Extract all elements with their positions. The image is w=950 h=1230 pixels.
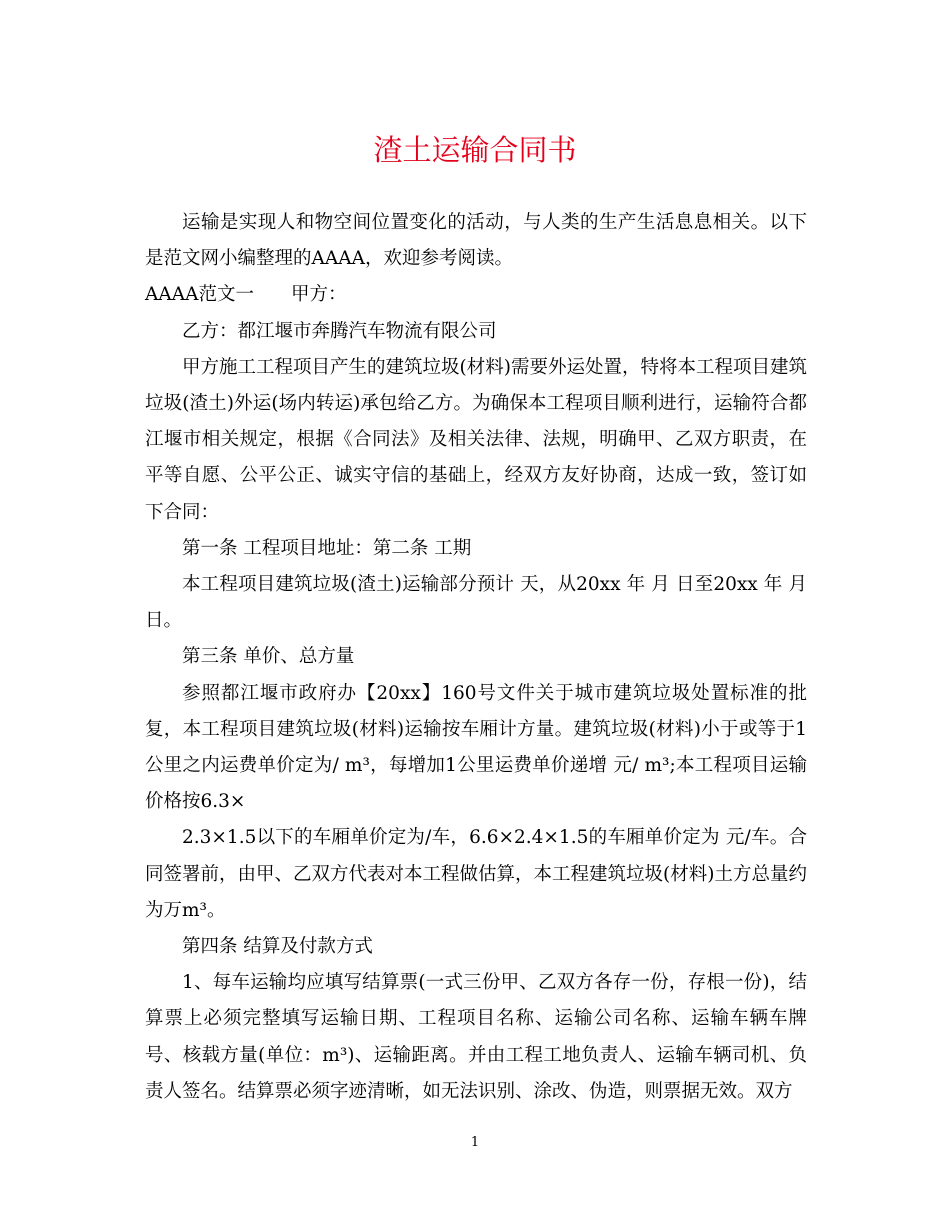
paragraph-pricing: 参照都江堰市政府办【20xx】160号文件关于城市建筑垃圾处置标准的批复，本工程项目建筑垃圾(材料)运输按车厢计方量。建筑垃圾(材料)小于或等于1公里之内运费单价定为/ m³，每增加1公里运费单价递增 元/ m³;本工程项目运输价格按6.3×: [145, 682, 807, 813]
paragraph-intro: 运输是实现人和物空间位置变化的活动，与人类的生产生活息息相关。以下是范文网小编整理的AAAA，欢迎参考阅读。: [145, 212, 807, 270]
paragraph-schedule: 本工程项目建筑垃圾(渣土)运输部分预计 天，从20xx 年 月 日至20xx 年 月 日。: [145, 574, 807, 632]
paragraph-article-1-2: 第一条 工程项目地址：第二条 工期: [182, 537, 472, 559]
paragraph-party-b: 乙方：都江堰市奔腾汽车物流有限公司: [182, 320, 497, 342]
paragraph-vehicle-pricing: 2.3×1.5以下的车厢单价定为/车，6.6×2.4×1.5的车厢单价定为 元/车。合同签署前，由甲、乙双方代表对本工程做估算，本工程建筑垃圾(材料)土方总量约为万m³。: [145, 827, 807, 921]
paragraph-preamble: 甲方施工工程项目产生的建筑垃圾(材料)需要外运处置，特将本工程项目建筑垃圾(渣土)外运(场内转运)承包给乙方。为确保本工程项目顺利进行，运输符合都江堰市相关规定，根据《合同法》及相关法律、法规，明确甲、乙双方职责，在平等自愿、公平公正、诚实守信的基础上，经双方友好协商，达成一致，签订如下合同：: [145, 356, 807, 523]
page-number: 1: [470, 1135, 480, 1150]
paragraph-article-4: 第四条 结算及付款方式: [182, 936, 373, 958]
document-title: 渣土运输合同书: [373, 133, 577, 167]
paragraph-article-3: 第三条 单价、总方量: [182, 646, 355, 668]
document-body: [145, 205, 807, 1110]
paragraph-settlement: 1、每车运输均应填写结算票(一式三份甲、乙双方各存一份，存根一份)，结算票上必须完整填写运输日期、工程项目名称、运输公司名称、运输车辆车牌号、核载方量(单位：m³)、运输距离。并由工程工地负责人、运输车辆司机、负责人签名。结算票必须字迹清晰，如无法识别、涂改、伪造，则票据无效。双方: [145, 972, 807, 1102]
paragraph-party-a: AAAA范文一 甲方：: [145, 284, 347, 306]
